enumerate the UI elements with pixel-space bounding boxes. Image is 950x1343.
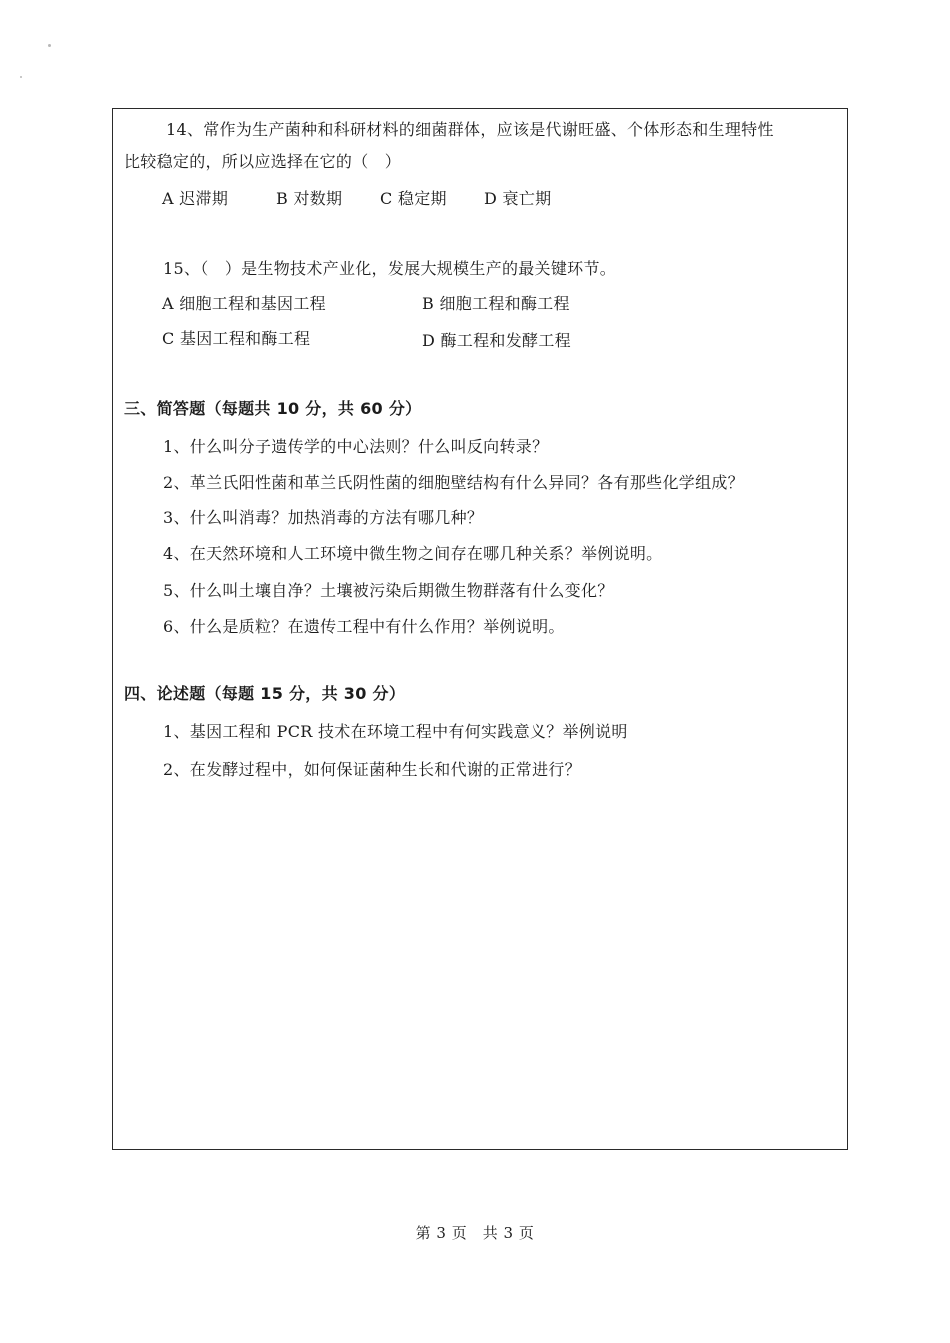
- q14-option-c: C 稳定期: [380, 189, 447, 208]
- q14-line2: 比较稳定的，所以应选择在它的（ ）: [124, 152, 402, 171]
- page-number: 第 3 页 共 3 页: [415, 1224, 535, 1242]
- q14-option-b: B 对数期: [276, 189, 343, 208]
- q15-stem: 15、（ ）是生物技术产业化，发展大规模生产的最关键环节。: [163, 259, 617, 278]
- section3-question: 5、什么叫土壤自净？土壤被污染后期微生物群落有什么变化？: [163, 581, 614, 600]
- section4-question: 2、在发酵过程中，如何保证菌种生长和代谢的正常进行？: [163, 760, 581, 779]
- q15-option-d: D 酶工程和发酵工程: [422, 331, 571, 350]
- section3-question: 6、什么是质粒？在遗传工程中有什么作用？举例说明。: [163, 617, 565, 636]
- q15-option-a: A 细胞工程和基因工程: [162, 294, 326, 313]
- scan-speck: [48, 44, 51, 47]
- section3-heading: 三、简答题（每题共 10 分，共 60 分）: [124, 399, 422, 418]
- section4-heading: 四、论述题（每题 15 分，共 30 分）: [124, 684, 406, 703]
- q14-line1: 14、常作为生产菌种和科研材料的细菌群体，应该是代谢旺盛、个体形态和生理特性: [166, 120, 774, 139]
- section3-question: 3、什么叫消毒？加热消毒的方法有哪几种？: [163, 508, 484, 527]
- q14-option-d: D 衰亡期: [484, 189, 552, 208]
- q15-option-c: C 基因工程和酶工程: [162, 329, 311, 348]
- section3-question: 1、什么叫分子遗传学的中心法则？什么叫反向转录？: [163, 437, 549, 456]
- section3-question: 4、在天然环境和人工环境中微生物之间存在哪几种关系？举例说明。: [163, 544, 663, 563]
- scan-speck: [20, 76, 22, 78]
- q14-option-a: A 迟滞期: [162, 189, 229, 208]
- section3-question: 2、革兰氏阳性菌和革兰氏阴性菌的细胞壁结构有什么异同？各有那些化学组成？: [163, 473, 744, 492]
- section4-question: 1、基因工程和 PCR 技术在环境工程中有何实践意义？举例说明: [163, 722, 628, 741]
- q15-option-b: B 细胞工程和酶工程: [422, 294, 570, 313]
